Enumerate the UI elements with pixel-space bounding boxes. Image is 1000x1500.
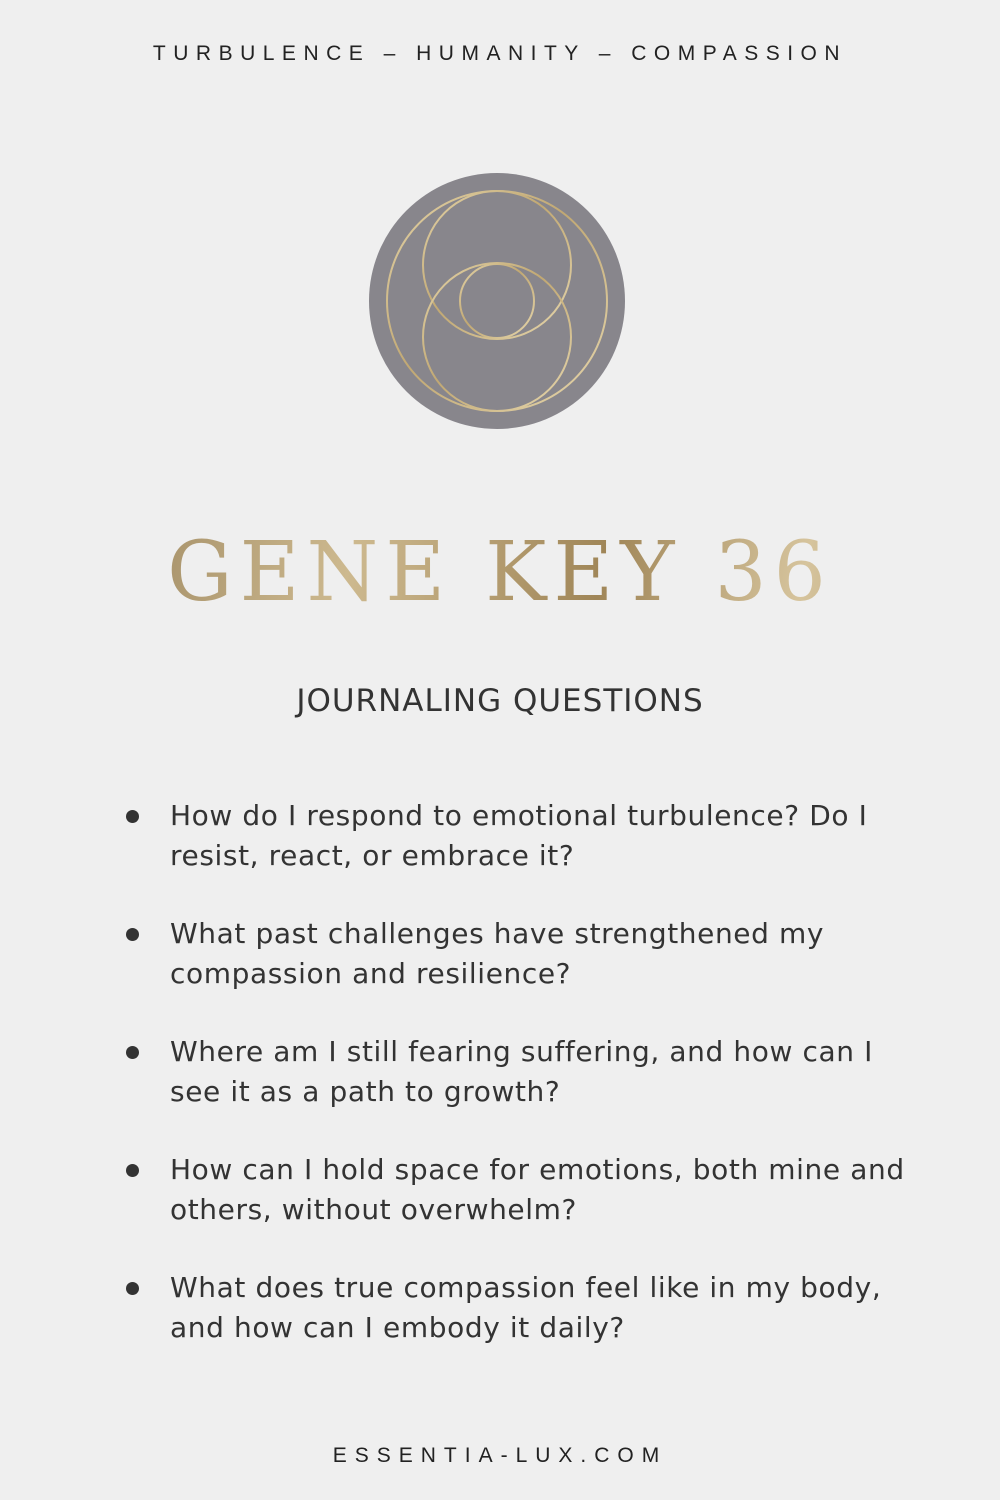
question-text: Where am I still fearing suffering, and how can I see it as a path to growth? <box>170 1035 873 1108</box>
section-subtitle: JOURNALING QUESTIONS <box>296 683 704 719</box>
question-text: How can I hold space for emotions, both mine and others, without overwhelm? <box>170 1153 905 1226</box>
bullet-icon <box>126 1282 139 1295</box>
question-text: How do I respond to emotional turbulence? Do I resist, react, or embrace it? <box>170 799 868 872</box>
page-title: GENE KEY 36 <box>0 528 1000 618</box>
bullet-icon <box>126 1046 139 1059</box>
list-item <box>120 1032 930 1112</box>
question-text: What does true compassion feel like in my body, and how can I embody it daily? <box>170 1271 882 1344</box>
question-text: What past challenges have strengthened my compassion and resilience? <box>170 917 825 990</box>
list-item <box>120 796 930 876</box>
list-item <box>120 914 930 994</box>
question-list <box>120 796 930 1386</box>
list-item <box>120 1268 930 1348</box>
footer-website: ESSENTIA-LUX.COM <box>332 1444 668 1467</box>
bullet-icon <box>126 1164 139 1177</box>
gene-keys-emblem-icon <box>368 172 626 430</box>
list-item <box>120 1150 930 1230</box>
bullet-icon <box>126 810 139 823</box>
bullet-icon <box>126 928 139 941</box>
header-tagline: TURBULENCE – HUMANITY – COMPASSION <box>152 42 848 65</box>
